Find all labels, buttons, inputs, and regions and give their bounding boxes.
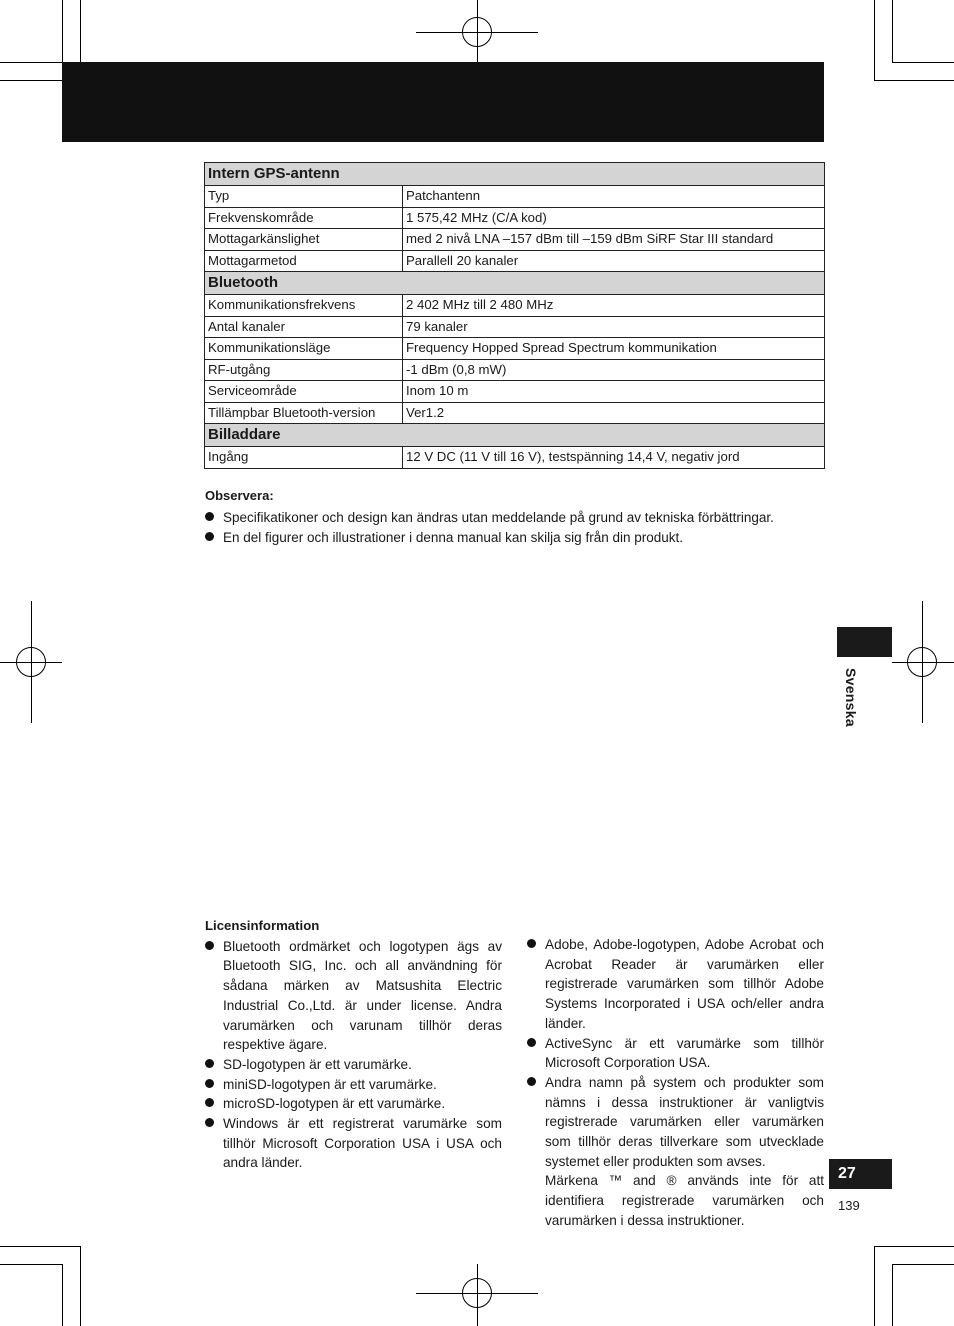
bullet-icon xyxy=(205,512,214,521)
note-text: En del figurer och illustrationer i denna manual kan skilja sig från din produkt. xyxy=(223,530,684,545)
row-value: Parallell 20 kanaler xyxy=(403,250,825,272)
row-value: 2 402 MHz till 2 480 MHz xyxy=(403,295,825,317)
row-value: 1 575,42 MHz (C/A kod) xyxy=(403,207,825,229)
license-text: microSD-logotypen är ett varumärke. xyxy=(223,1096,446,1112)
table-row xyxy=(205,359,825,381)
bullet-icon xyxy=(527,939,536,948)
page-number: 139 xyxy=(838,1198,860,1213)
note-text: Specifikatikoner och design kan ändras utan meddelande på grund av tekniska förbättringar. xyxy=(223,510,774,525)
table-row xyxy=(205,207,825,229)
section-title: Bluetooth xyxy=(205,272,825,295)
bullet-icon xyxy=(205,941,214,950)
row-label: Tillämpbar Bluetooth-version xyxy=(205,402,403,424)
bullet-icon xyxy=(205,1118,214,1127)
row-label: Typ xyxy=(205,186,403,208)
notes-title: Observera: xyxy=(205,488,274,503)
row-label: Kommunikationsfrekvens xyxy=(205,295,403,317)
row-label: Kommunikationsläge xyxy=(205,338,403,360)
table-row xyxy=(205,447,825,469)
row-label: Serviceområde xyxy=(205,381,403,403)
bullet-icon xyxy=(527,1038,536,1047)
section-number-badge: 27 xyxy=(829,1159,892,1189)
list-item xyxy=(205,508,774,528)
row-label: Mottagarkänslighet xyxy=(205,229,403,251)
license-text: Adobe, Adobe-logotypen, Adobe Acrobat och Acrobat Reader är varumärken eller registrerade varumärken som tillhör Adobe Systems Incorporated i USA och/eller andra länder. xyxy=(545,937,824,1031)
language-label: Svenska xyxy=(843,668,859,727)
list-item xyxy=(205,1055,502,1075)
license-text: Bluetooth ordmärket och logotypen ägs av Bluetooth SIG, Inc. och all användning för sådana märken av Matsushita Electric Industrial Co.,Ltd. är under license. Andra varumärken och varunam tillhör deras respektive ägare. xyxy=(223,938,502,1053)
license-text: miniSD-logotypen är ett varumärke. xyxy=(223,1076,437,1092)
section-header xyxy=(205,163,825,186)
row-label: Ingång xyxy=(205,447,403,469)
license-left-column xyxy=(205,916,502,1173)
side-tab-marker xyxy=(837,627,892,657)
list-item xyxy=(527,935,824,1034)
list-item xyxy=(205,937,502,1055)
row-value: 79 kanaler xyxy=(403,316,825,338)
row-value: Ver1.2 xyxy=(403,402,825,424)
list-item xyxy=(205,1075,502,1095)
row-label: Mottagarmetod xyxy=(205,250,403,272)
row-value: Patchantenn xyxy=(403,186,825,208)
row-label: Antal kanaler xyxy=(205,316,403,338)
header-bar xyxy=(62,62,824,142)
section-header xyxy=(205,272,825,295)
section-title: Billaddare xyxy=(205,424,825,447)
license-text: SD-logotypen är ett varumärke. xyxy=(223,1056,412,1072)
table-row xyxy=(205,186,825,208)
license-text: Andra namn på system och produkter som nämns i dessa instruktioner är vanligtvis registrerade varumärken eller varumärken som tillhör deras tillverkare som utvecklade systemet eller produkten som avses. xyxy=(545,1074,824,1169)
bullet-icon xyxy=(527,1077,536,1086)
list-item xyxy=(527,1073,824,1172)
table-row xyxy=(205,229,825,251)
trademark-note xyxy=(527,1171,824,1230)
bullet-icon xyxy=(205,1079,214,1088)
row-label: RF-utgång xyxy=(205,359,403,381)
bullet-icon xyxy=(205,532,214,541)
table-row xyxy=(205,338,825,360)
section-header xyxy=(205,424,825,447)
bullet-icon xyxy=(205,1059,214,1068)
row-label: Frekvenskområde xyxy=(205,207,403,229)
spec-table xyxy=(204,162,825,469)
list-item xyxy=(205,1094,502,1114)
row-value: -1 dBm (0,8 mW) xyxy=(403,359,825,381)
license-right-column xyxy=(527,935,824,1231)
table-row xyxy=(205,402,825,424)
row-value: Frequency Hopped Spread Spectrum kommunikation xyxy=(403,338,825,360)
trademark-text: Märkena ™ and ® används inte för att identifiera registrerade varumärken och varumärken i dessa instruktioner. xyxy=(545,1173,824,1228)
notes-list xyxy=(205,508,774,548)
license-text: ActiveSync är ett varumärke som tillhör Microsoft Corporation USA. xyxy=(545,1035,824,1071)
list-item xyxy=(205,1114,502,1173)
row-value: Inom 10 m xyxy=(403,381,825,403)
row-value: med 2 nivå LNA –157 dBm till –159 dBm SiRF Star III standard xyxy=(403,229,825,251)
bullet-icon xyxy=(205,1098,214,1107)
table-row xyxy=(205,250,825,272)
table-row xyxy=(205,295,825,317)
section-title: Intern GPS-antenn xyxy=(205,163,825,186)
table-row xyxy=(205,316,825,338)
list-item xyxy=(205,528,774,548)
table-row xyxy=(205,381,825,403)
list-item xyxy=(527,1034,824,1073)
license-text: Windows är ett registrerat varumärke som tillhör Microsoft Corporation USA i USA och andra länder. xyxy=(223,1116,502,1171)
row-value: 12 V DC (11 V till 16 V), testspänning 14,4 V, negativ jord xyxy=(403,447,825,469)
license-title: Licensinformation xyxy=(205,918,320,933)
